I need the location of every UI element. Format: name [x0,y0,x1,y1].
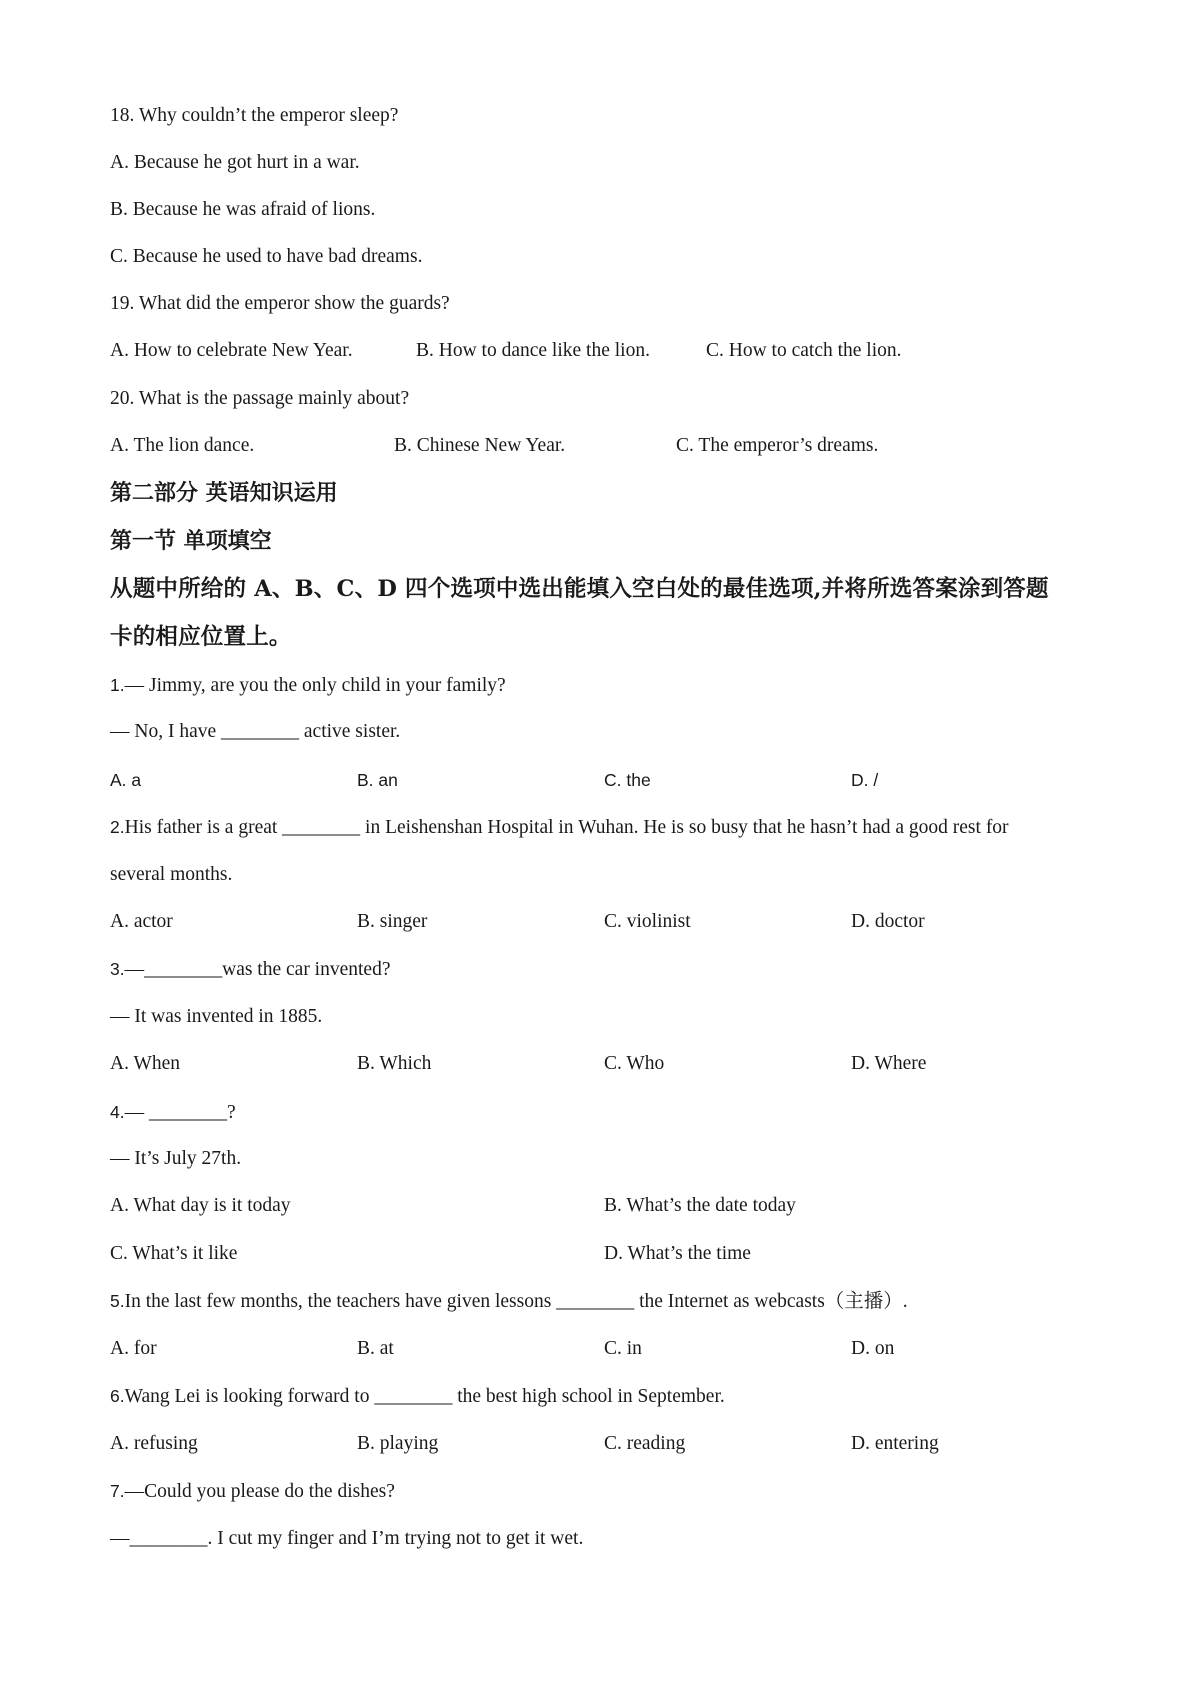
question-6-line-1 [110,1384,725,1409]
question-3-option-c: C. Who [604,1053,665,1074]
question-4-option-a: A. What day is it today [110,1195,291,1216]
question-number: 4. [110,1102,125,1122]
question-2-option-c: C. violinist [604,911,691,932]
question-5-option-a: A. for [110,1338,157,1359]
question-number: 5. [110,1291,125,1311]
question-18-option-a: A. Because he got hurt in a war. [110,152,360,173]
question-4-option-b: B. What’s the date today [604,1195,796,1216]
question-18-stem: 18. Why couldn’t the emperor sleep? [110,105,399,126]
question-1-option-a: A. a [110,770,142,790]
question-number: 1. [110,675,125,695]
question-4-line-1 [110,1100,236,1125]
question-text: In the last few months, the teachers have given lessons ________ the Internet as webcasts（主播）. [124,1291,908,1312]
question-1-option-d: D. / [851,770,879,790]
question-4-option-c: C. What’s it like [110,1243,238,1264]
section-title: 第二部分 英语知识运用 [110,480,338,506]
question-3-line-2: — It was invented in 1885. [110,1006,323,1027]
question-5-option-d: D. on [851,1338,895,1359]
question-6-option-c: C. reading [604,1433,686,1454]
question-number: 7. [110,1481,125,1501]
question-2-option-b: B. singer [357,911,428,932]
question-6-option-a: A. refusing [110,1433,198,1454]
question-number: 3. [110,959,125,979]
question-3-option-d: D. Where [851,1053,927,1074]
question-20-option-c: C. The emperor’s dreams. [676,435,879,456]
question-7-line-2: —________. I cut my finger and I’m trying not to get it wet. [110,1528,584,1549]
instructions-line-2: 卡的相应位置上。 [110,624,292,650]
question-4-line-2: — It’s July 27th. [110,1148,242,1169]
question-text: — ________? [124,1102,236,1123]
question-5-line-1 [110,1289,908,1314]
question-number: 2. [110,817,125,837]
question-text: — Jimmy, are you the only child in your family? [124,675,506,696]
question-2-option-d: D. doctor [851,911,925,932]
question-20-option-b: B. Chinese New Year. [394,435,566,456]
question-2-option-a: A. actor [110,911,173,932]
question-18-option-b: B. Because he was afraid of lions. [110,199,376,220]
question-18-option-c: C. Because he used to have bad dreams. [110,246,423,267]
question-20-option-a: A. The lion dance. [110,435,255,456]
question-19-option-c: C. How to catch the lion. [706,340,902,361]
question-number: 6. [110,1386,125,1406]
question-text: —________was the car invented? [124,959,391,980]
question-text: —Could you please do the dishes? [124,1481,395,1502]
question-5-option-b: B. at [357,1338,394,1359]
subsection-title: 第一节 单项填空 [110,528,272,554]
question-1-line-2: — No, I have ________ active sister. [110,721,401,742]
question-20-stem: 20. What is the passage mainly about? [110,388,410,409]
question-text: His father is a great ________ in Leishenshan Hospital in Wuhan. He is so busy that he hasn’t had a good rest for [124,817,1009,838]
question-19-option-b: B. How to dance like the lion. [416,340,650,361]
question-4-option-d: D. What’s the time [604,1243,751,1264]
question-2-line-1 [110,815,1009,840]
question-5-option-c: C. in [604,1338,642,1359]
question-19-option-a: A. How to celebrate New Year. [110,340,353,361]
question-3-option-b: B. Which [357,1053,432,1074]
question-6-option-d: D. entering [851,1433,939,1454]
question-19-stem: 19. What did the emperor show the guards? [110,293,450,314]
question-3-line-1 [110,957,391,982]
question-text: Wang Lei is looking forward to ________ the best high school in September. [124,1386,725,1407]
question-1-option-c: C. the [604,770,651,790]
instructions-line-1: 从题中所给的 A、B、C、D 四个选项中选出能填入空白处的最佳选项,并将所选答案涂到答题 [110,576,1049,602]
question-1-option-b: B. an [357,770,398,790]
question-6-option-b: B. playing [357,1433,439,1454]
question-7-line-1 [110,1479,395,1504]
question-2-line-2: several months. [110,864,233,885]
question-3-option-a: A. When [110,1053,181,1074]
question-1-line-1 [110,673,506,698]
